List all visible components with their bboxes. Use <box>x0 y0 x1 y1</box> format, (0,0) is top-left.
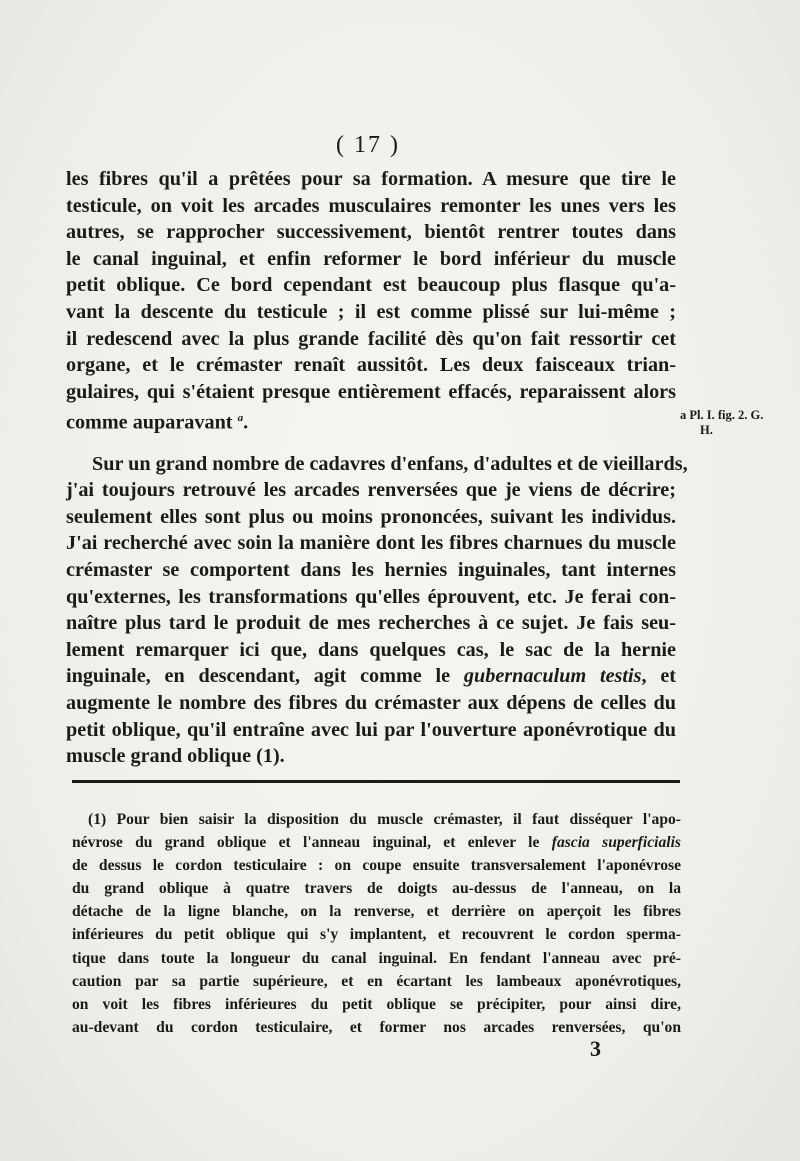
footnote-rule <box>72 780 680 783</box>
paragraph-1 <box>66 166 676 437</box>
margin-note-line: H. <box>700 423 713 437</box>
text-line: muscle grand oblique (1). <box>66 745 285 768</box>
text-line: petit oblique, qu'il entraîne avec lui par l'ouverture aponévrotique du <box>66 718 676 741</box>
text-line: gulaires, qui s'étaient presque entièrement effacés, reparaissent alors <box>66 380 676 403</box>
text-fragment: , et <box>641 665 677 688</box>
text-line: les fibres qu'il a prêtées pour sa formation. A mesure que tire le <box>66 168 676 190</box>
footnote-line: de dessus le cordon testiculaire : on coupe ensuite transversalement l'aponévrose <box>72 857 681 875</box>
text-line <box>66 663 676 690</box>
text-line: J'ai recherché avec soin la manière dont les fibres charnues du muscle <box>66 532 676 555</box>
text-fragment: inguinale, en descendant, agit comme le <box>66 665 451 688</box>
text-fragment: comme auparavant <box>66 412 233 435</box>
footnote-line: caution par sa partie supérieure, et en écartant les lambeaux aponévrotiques, <box>72 972 681 990</box>
text-line: augmente le nombre des fibres du crémaster aux dépens de celles du <box>66 692 676 715</box>
text-line: il redescend avec la plus grande facilité dès qu'on fait ressortir cet <box>66 327 676 350</box>
text-line: vant la descente du testicule ; il est comme plissé sur lui-même ; <box>66 300 676 323</box>
text-line: le canal inguinal, et enfin reformer le bord inférieur du muscle <box>66 247 676 270</box>
footnote-line: détache de la ligne blanche, on la renverse, et derrière on aperçoit les fibres <box>72 903 681 921</box>
text-line: lement remarquer ici que, dans quelques cas, le sac de la hernie <box>66 638 676 661</box>
text-line: testicule, on voit les arcades musculaires remonter les unes vers les <box>66 194 676 217</box>
text-line <box>66 405 676 436</box>
footnote-line: (1) Pour bien saisir la disposition du muscle crémaster, il faut disséquer l'apo- <box>88 811 681 828</box>
text-line: petit oblique. Ce bord cependant est beaucoup plus flasque qu'a- <box>66 274 676 297</box>
text-line: Sur un grand nombre de cadavres d'enfans, d'adultes et de vieillards, <box>92 452 688 475</box>
text-fragment: névrose du grand oblique et l'anneau inguinal, et enlever le <box>72 834 540 852</box>
text-line: j'ai toujours retrouvé les arcades renversées que je viens de décrire; <box>66 479 676 502</box>
footnote-line: tique dans toute la longueur du canal inguinal. En fendant l'anneau avec pré- <box>72 949 681 967</box>
text-line: organe, et le crémaster renaît aussitôt. Les deux faisceaux trian- <box>66 354 676 377</box>
text-line: crémaster se comportent dans les hernies inguinales, tant internes <box>66 559 676 582</box>
paragraph-2 <box>66 451 688 770</box>
footnote-line: du grand oblique à quatre travers de doigts au-dessus de l'anneau, on la <box>72 880 681 898</box>
text-fragment: . <box>243 412 249 435</box>
page-number: ( 17 ) <box>336 132 400 158</box>
signature-mark: 3 <box>590 1036 601 1061</box>
note-reference: a <box>237 412 244 425</box>
text-line: autres, se rapprocher successivement, bientôt rentrer toutes dans <box>66 221 676 244</box>
footnote-line: on voit les fibres inférieures du petit oblique se précipiter, pour ainsi dire, <box>72 995 681 1013</box>
footnote <box>72 808 681 1039</box>
margin-note <box>680 408 798 438</box>
text-line: naître plus tard le produit de mes recherches à ce sujet. Je fais seu- <box>66 612 676 635</box>
text-line: qu'externes, les transformations qu'elles éprouvent, etc. Je ferai con- <box>66 585 676 608</box>
footnote-line: inférieures du petit oblique qui s'y implantent, et recouvrent le cordon sperma- <box>72 926 681 944</box>
italic-term: fascia superficialis <box>551 834 681 852</box>
margin-note-line: a Pl. I. fig. 2. G. <box>680 408 764 422</box>
italic-term: gubernaculum testis <box>463 665 642 688</box>
footnote-line <box>72 831 681 854</box>
footnote-line: au-devant du cordon testiculaire, et former nos arcades renversées, qu'on <box>72 1018 681 1036</box>
main-text <box>66 166 688 770</box>
text-line: seulement elles sont plus ou moins prononcées, suivant les individus. <box>66 505 676 528</box>
